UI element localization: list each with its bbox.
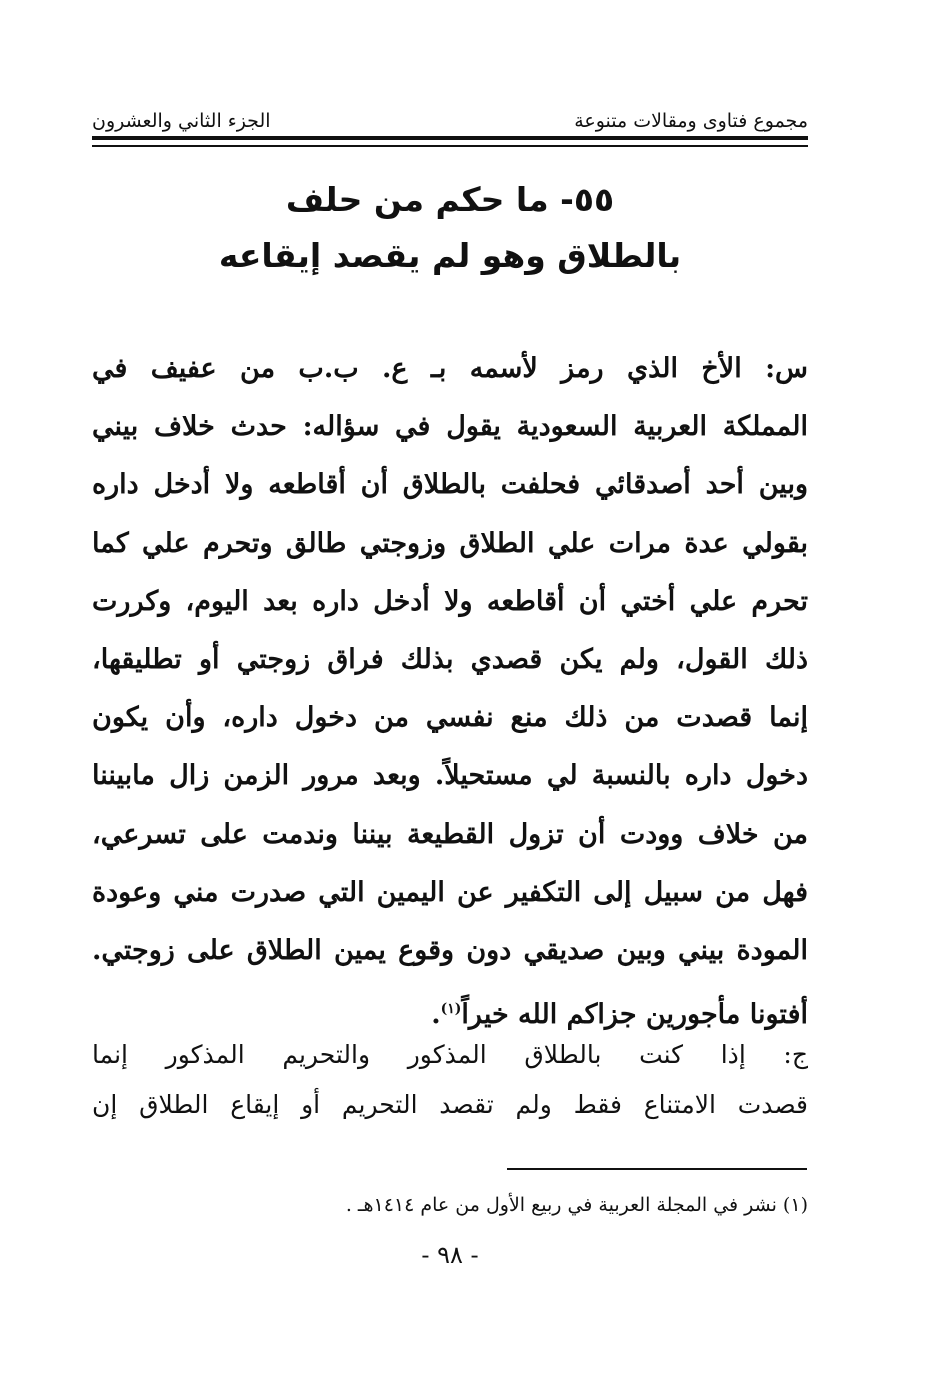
header-volume: الجزء الثاني والعشرون — [92, 110, 271, 132]
answer-line: قصدت الامتناع فقط ولم تقصد التحريم أو إيقاع الطلاق إن — [92, 1090, 808, 1119]
question-line: فهل من سبيل إلى التكفير عن اليمين التي صدرت مني وعودة — [92, 876, 808, 908]
header-book-title: مجموع فتاوى ومقالات متنوعة — [574, 110, 808, 132]
question-paragraph — [92, 340, 808, 1044]
footnote: (١) نشر في المجلة العربية في ربيع الأول من عام ١٤١٤هـ . — [345, 1194, 808, 1216]
page-number: - ٩٨ - — [421, 1241, 479, 1269]
header-rule-thin — [92, 145, 808, 147]
question-line: بقولي عدة مرات علي الطلاق وزوجتي طالق وتحرم علي كما — [92, 527, 808, 559]
header-rule-thick — [92, 136, 808, 140]
question-line: دخول داره بالنسبة لي مستحيلاً. وبعد مرور الزمن زال مابيننا — [92, 760, 808, 792]
answer-line: ج: إذا كنت بالطلاق المذكور والتحريم المذكور إنما — [92, 1040, 808, 1069]
footnote-reference[interactable]: (١) — [440, 1001, 462, 1018]
question-line: المملكة العربية السعودية يقول في سؤاله: حدث خلاف بيني — [92, 411, 808, 443]
question-line: تحرم علي أختي أن أقاطعه ولا أدخل داره بعد اليوم، وكررت — [92, 585, 808, 617]
question-closing-text: أفتونا مأجورين جزاكم الله خيراً — [461, 999, 808, 1031]
question-line: س: الأخ الذي رمز لأسمه بـ ع. ب.ب من عفيف في — [92, 353, 808, 384]
question-line: ذلك القول، ولم يكن قصدي بذلك فراق زوجتي أو تطليقها، — [92, 644, 808, 676]
answer-paragraph — [92, 1030, 808, 1130]
question-end-mark: . — [431, 999, 441, 1031]
question-line: إنما قصدت من ذلك منع نفسي من دخول داره، وأن يكون — [92, 702, 808, 734]
title-line-1: ٥٥- ما حكم من حلف — [285, 180, 615, 219]
footnote-rule — [507, 1168, 807, 1170]
title-line-2: بالطلاق وهو لم يقصد إيقاعه — [218, 236, 682, 275]
running-header — [92, 92, 808, 132]
question-line: المودة بيني وبين صديقي دون وقوع يمين الطلاق على زوجتي. — [92, 935, 808, 967]
question-line: وبين أحد أصدقائي فحلفت بالطلاق أن أقاطعه ولا أدخل داره — [92, 469, 808, 501]
section-title — [92, 172, 808, 284]
question-line: من خلاف وودت أن تزول القطيعة بيننا وندمت على تسرعي، — [92, 818, 808, 850]
